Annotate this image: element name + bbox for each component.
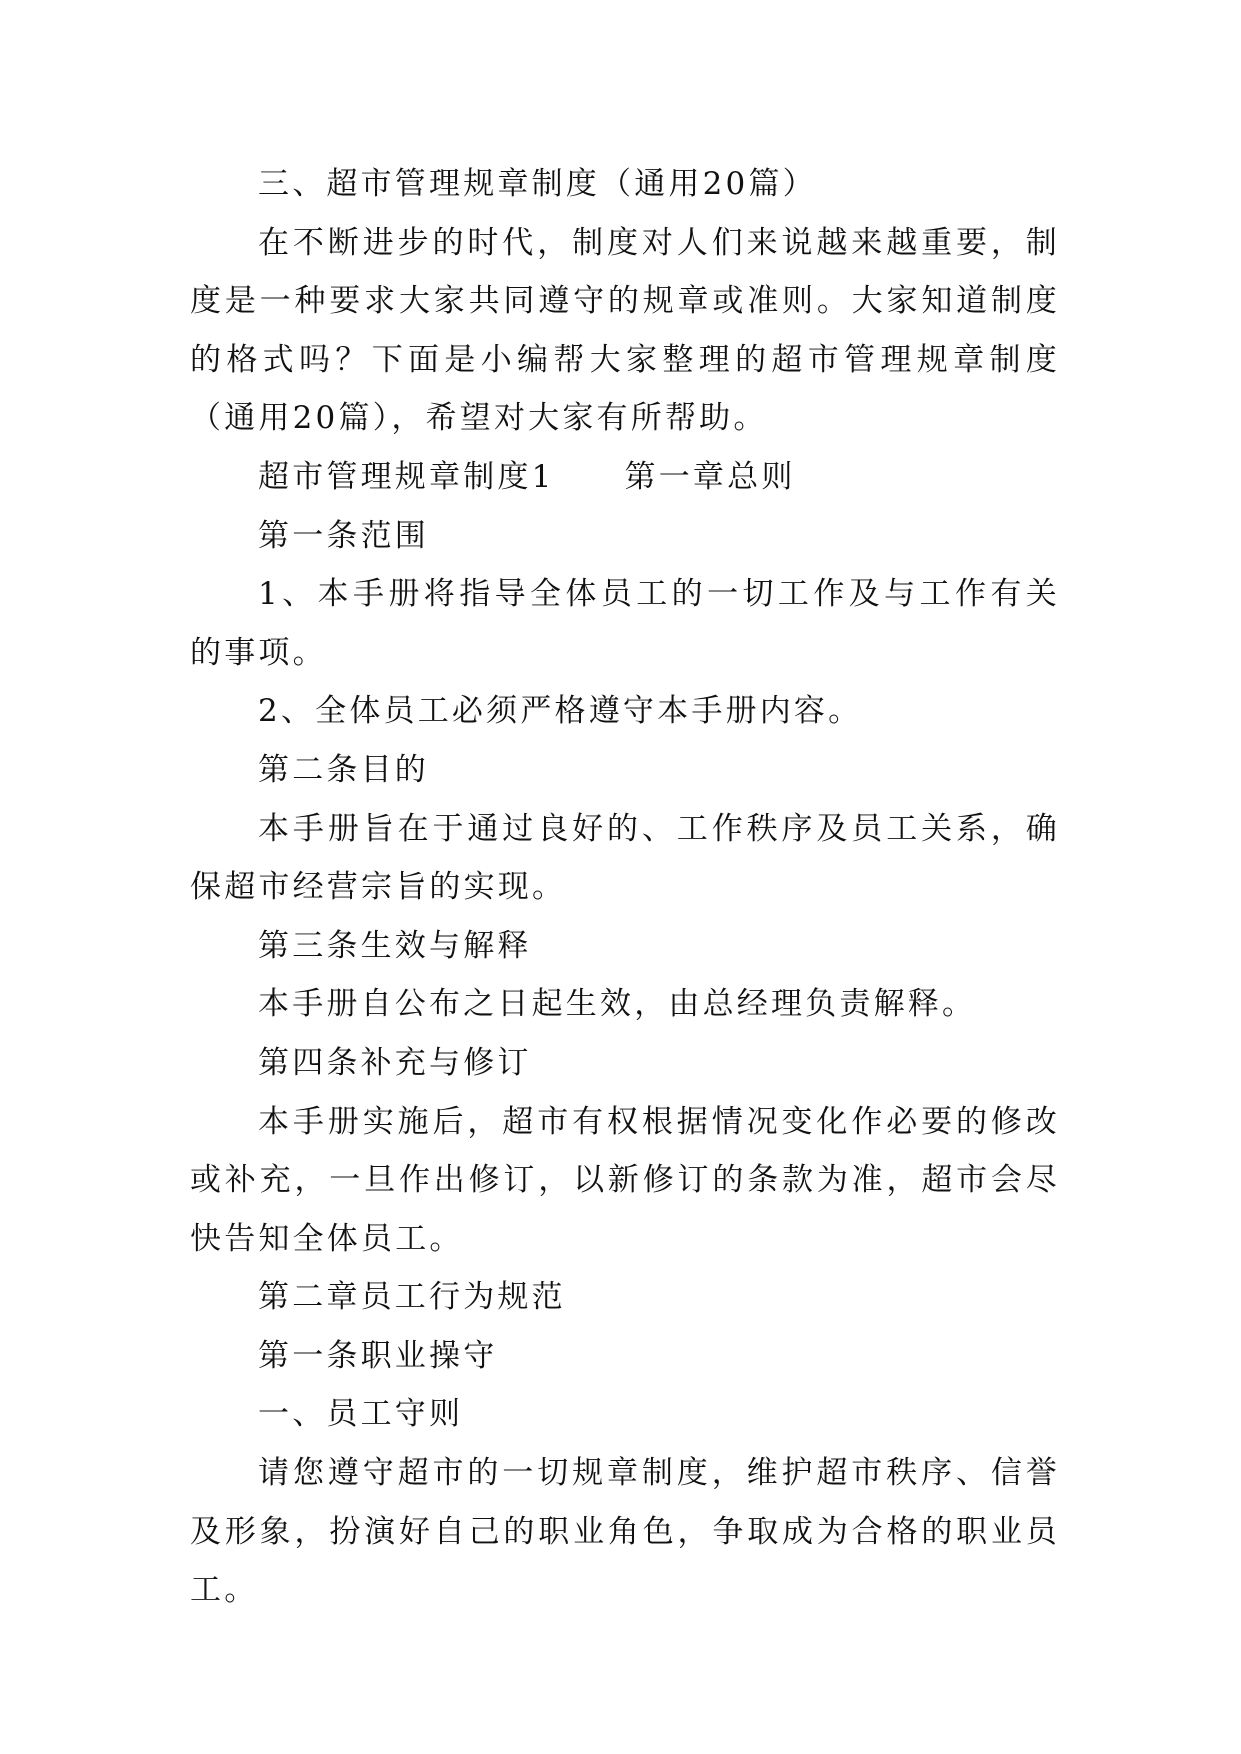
article-heading: 第一条范围 <box>258 517 429 554</box>
article-heading: 第二条目的 <box>258 751 429 788</box>
body-paragraph: 本手册旨在于通过良好的、工作秩序及员工关系，确保超市经营宗旨的实现。 <box>190 810 1060 906</box>
article-heading: 第三条生效与解释 <box>258 927 532 964</box>
document-body <box>190 155 1060 1620</box>
regulation-title: 超市管理规章制度1 <box>258 458 555 495</box>
body-paragraph: 请您遵守超市的一切规章制度，维护超市秩序、信誉及形象，扮演好自己的职业角色，争取成为合格的职业员工。 <box>190 1455 1060 1609</box>
section-heading: 三、超市管理规章制度（通用20篇） <box>258 166 817 202</box>
subsection-heading: 一、员工守则 <box>258 1396 464 1433</box>
chapter-heading: 第一章总则 <box>624 458 796 495</box>
body-paragraph: 本手册自公布之日起生效，由总经理负责解释。 <box>258 986 977 1023</box>
article-heading: 第四条补充与修订 <box>258 1044 532 1081</box>
article-heading: 第一条职业操守 <box>258 1337 498 1374</box>
body-paragraph: 1、本手册将指导全体员工的一切工作及与工作有关的事项。 <box>190 576 1060 671</box>
chapter-heading: 第二章员工行为规范 <box>258 1279 566 1316</box>
regulation-title-line <box>190 448 1060 507</box>
body-paragraph: 2、全体员工必须严格遵守本手册内容。 <box>258 693 863 730</box>
intro-paragraph: 在不断进步的时代，制度对人们来说越来越重要，制度是一种要求大家共同遵守的规章或准则。大家知道制度的格式吗？下面是小编帮大家整理的超市管理规章制度（通用20篇），希望对大家有所帮助。 <box>190 224 1060 437</box>
body-paragraph: 本手册实施后，超市有权根据情况变化作必要的修改或补充，一旦作出修订，以新修订的条款为准，超市会尽快告知全体员工。 <box>190 1103 1060 1257</box>
